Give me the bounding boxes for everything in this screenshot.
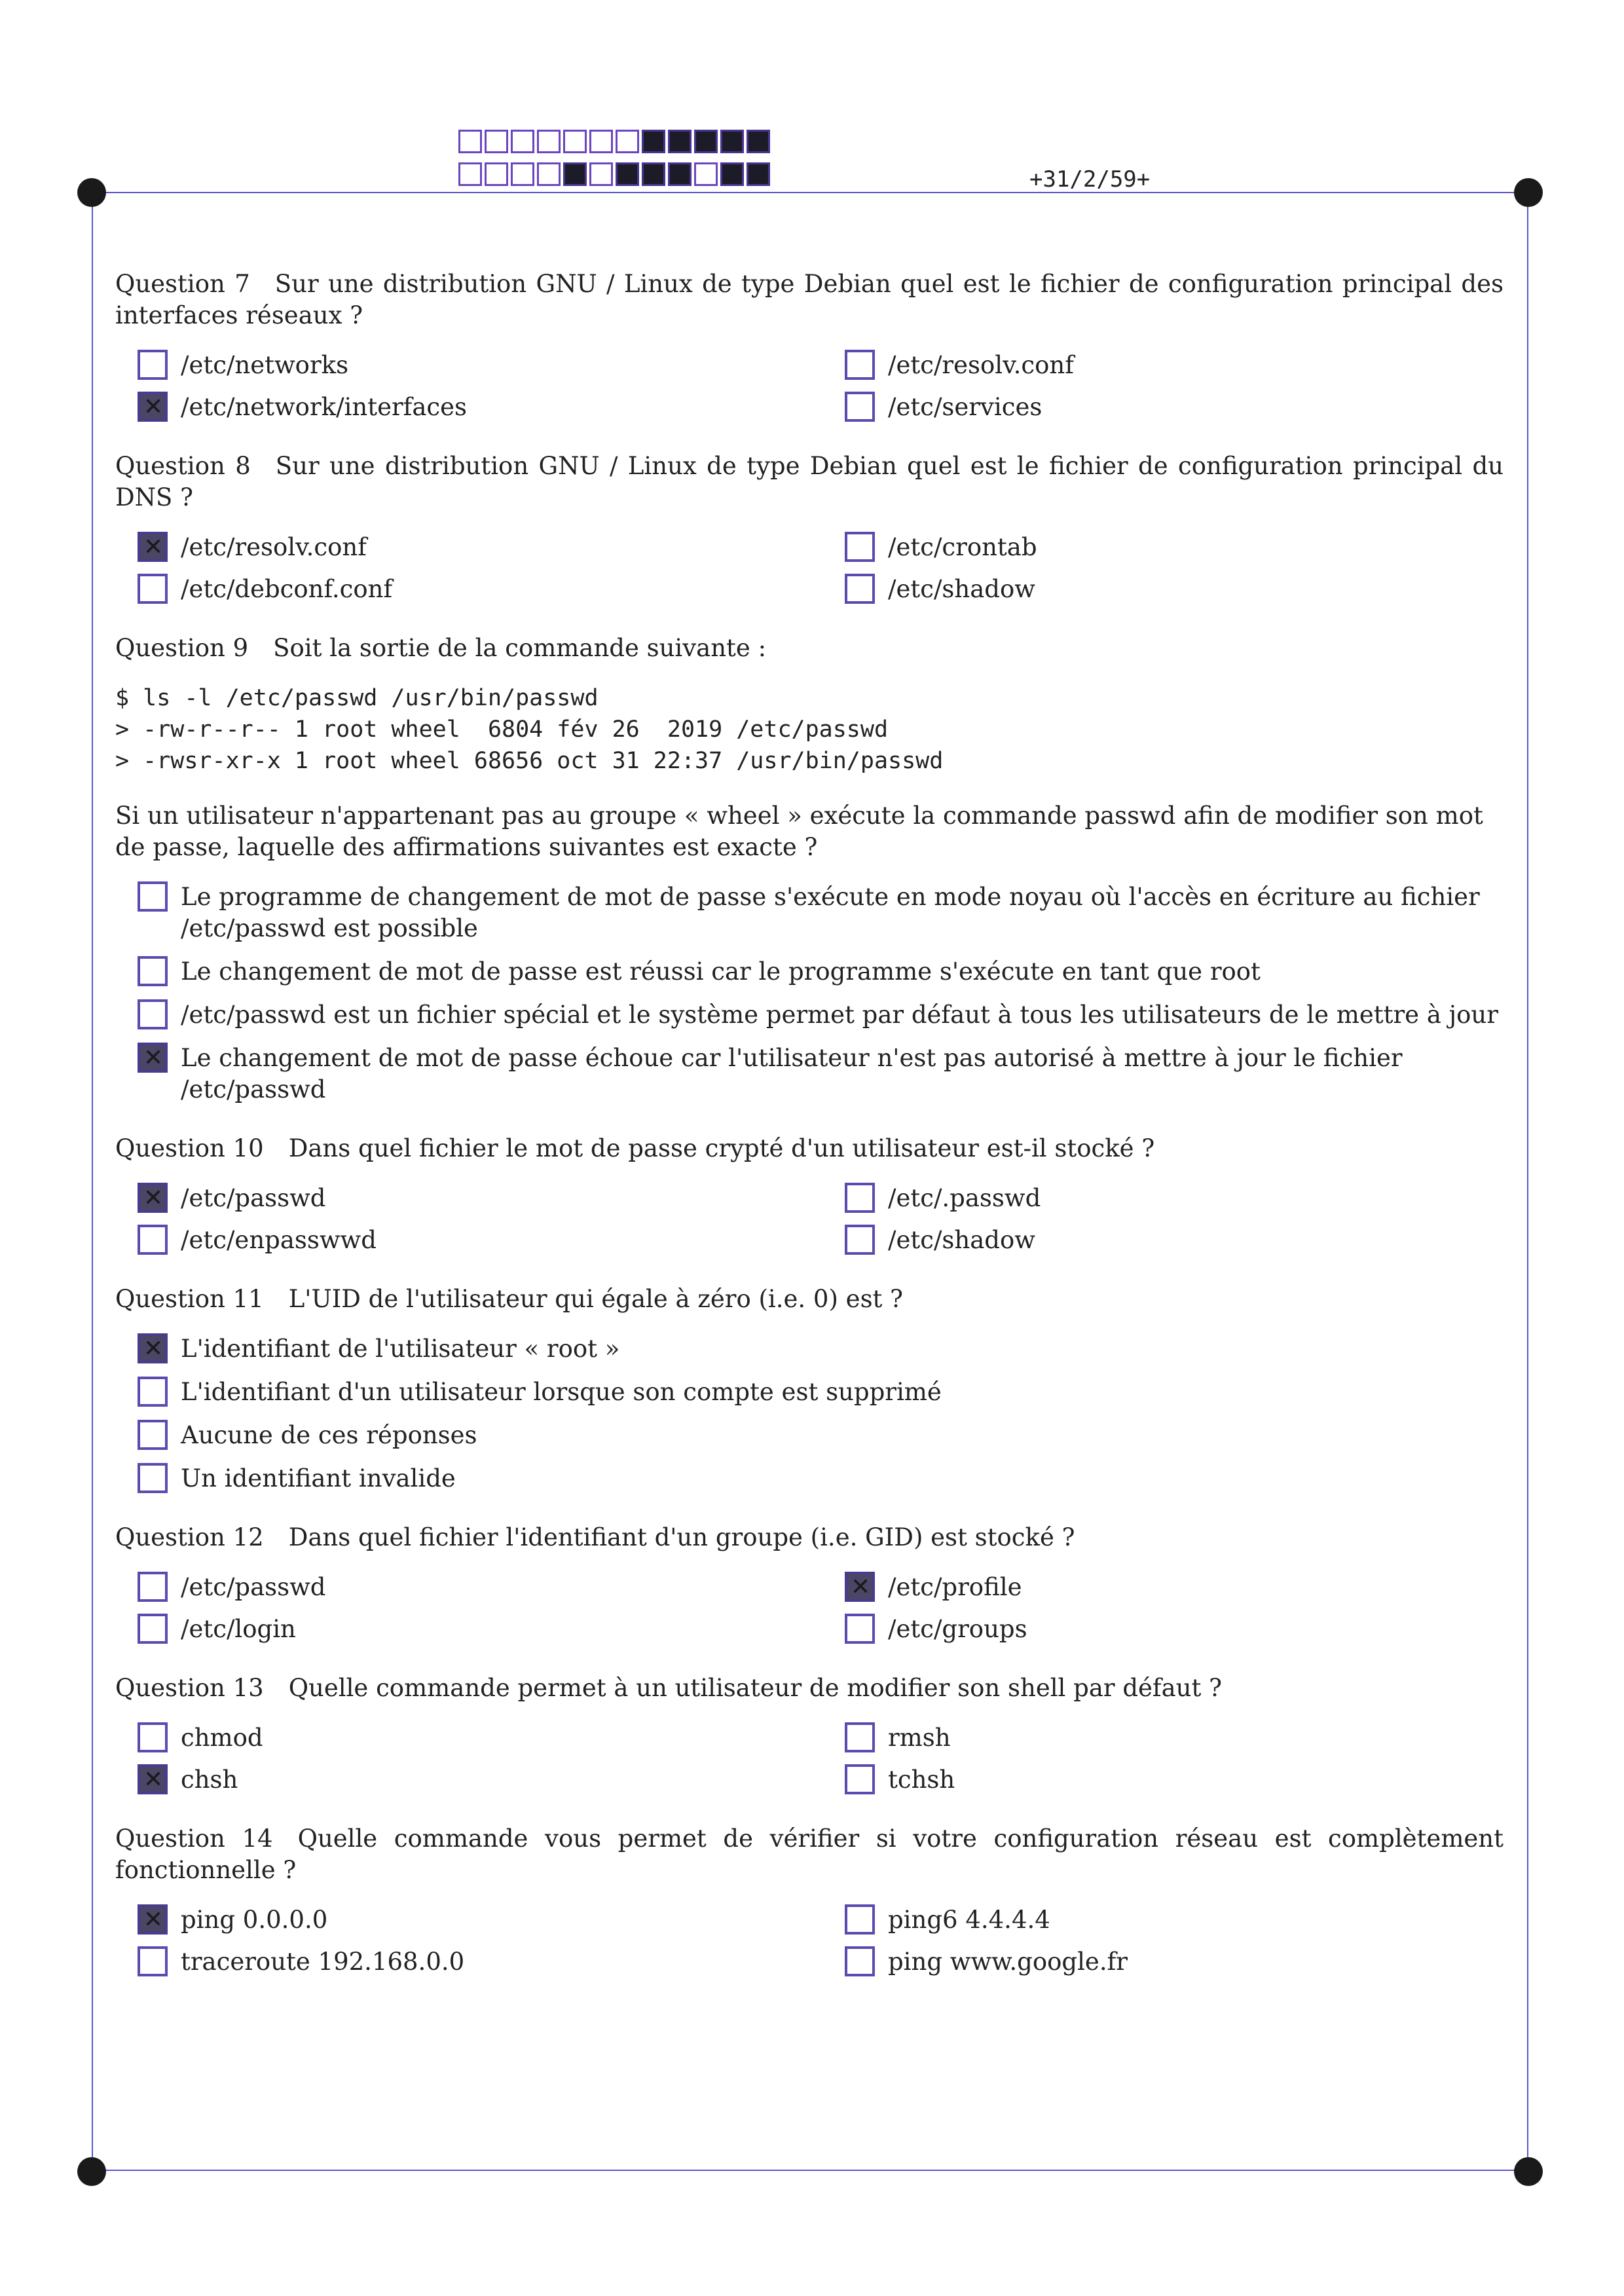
answer-text: /etc/passwd est un fichier spécial et le système permet par défaut à tous les utilisateurs de le mettre à jour <box>181 1001 1498 1029</box>
checkbox-empty[interactable] <box>845 1946 875 1976</box>
question-text: Quelle commande permet à un utilisateur de modifier son shell par défaut ? <box>288 1674 1222 1702</box>
checkbox-checked[interactable] <box>138 1043 168 1073</box>
question-text: Dans quel fichier le mot de passe crypté d'un utilisateur est-il stocké ? <box>288 1134 1155 1162</box>
answer-option[interactable] <box>845 1572 1500 1603</box>
checkbox-empty[interactable] <box>845 1183 875 1213</box>
answer-text: ping 0.0.0.0 <box>181 1906 328 1934</box>
question <box>115 1673 1504 1796</box>
answer-text: ping www.google.fr <box>888 1948 1128 1976</box>
barcode-cell <box>589 162 613 186</box>
question-header <box>115 1133 1504 1164</box>
barcode-cell <box>616 130 639 153</box>
answer-option[interactable] <box>138 1946 845 1978</box>
checkbox-empty[interactable] <box>845 1722 875 1752</box>
checkbox-checked[interactable] <box>138 532 168 562</box>
code-line: $ ls -l /etc/passwd /usr/bin/passwd <box>115 685 599 711</box>
copy-id: +31/2/59+ <box>1029 166 1151 193</box>
barcode-cell <box>537 162 561 186</box>
question-label: Question 7 <box>115 270 250 298</box>
question-label: Question 8 <box>115 452 251 480</box>
barcode-cell <box>563 162 587 186</box>
answer-option[interactable] <box>845 1722 1500 1754</box>
question-label: Question 11 <box>115 1285 264 1313</box>
question <box>115 1284 1504 1494</box>
corner-marker-top-left <box>77 178 106 207</box>
answer-text: /etc/crontab <box>888 533 1037 561</box>
barcode-cell <box>485 162 508 186</box>
answer-text: /etc/profile <box>888 1573 1022 1601</box>
answer-list <box>115 1183 1504 1256</box>
checkbox-empty[interactable] <box>845 1614 875 1644</box>
question-text: Dans quel fichier l'identifiant d'un groupe (i.e. GID) est stocké ? <box>288 1523 1075 1551</box>
checkbox-empty[interactable] <box>845 532 875 562</box>
answer-option[interactable] <box>138 532 845 563</box>
answer-option[interactable] <box>138 1183 845 1214</box>
question-header <box>115 1284 1504 1315</box>
question-text: Sur une distribution GNU / Linux de type Debian quel est le fichier de configuration principal du DNS ? <box>115 452 1504 511</box>
answer-list <box>115 1722 1504 1796</box>
checkbox-empty[interactable] <box>138 574 168 604</box>
answer-list <box>115 1904 1504 1978</box>
checkbox-checked[interactable] <box>138 392 168 422</box>
question-header <box>115 1522 1504 1553</box>
checkbox-checked[interactable] <box>138 1904 168 1935</box>
answer-option[interactable] <box>138 999 1504 1031</box>
barcode-cell <box>720 130 744 153</box>
answer-text: /etc/passwd <box>181 1184 326 1212</box>
answer-text: Aucune de ces réponses <box>181 1421 477 1449</box>
answer-text: Le changement de mot de passe est réussi car le programme s'exécute en tant que root <box>181 957 1261 986</box>
barcode-cell <box>589 130 613 153</box>
question-paragraph: Si un utilisateur n'appartenant pas au groupe « wheel » exécute la commande passwd afin de modifier son mot de passe, laquelle des affirmations suivantes est exacte ? <box>115 802 1483 861</box>
checkbox-empty[interactable] <box>138 1225 168 1255</box>
barcode-cell <box>485 130 508 153</box>
barcode-cell <box>616 162 639 186</box>
question-text: L'UID de l'utilisateur qui égale à zéro (i.e. 0) est ? <box>288 1285 904 1313</box>
answer-text: /etc/.passwd <box>888 1184 1041 1212</box>
answer-list <box>115 350 1504 423</box>
question <box>115 268 1504 423</box>
checkbox-empty[interactable] <box>138 1572 168 1602</box>
question-label: Question 12 <box>115 1523 264 1551</box>
barcode-cell <box>563 130 587 153</box>
checkbox-empty[interactable] <box>845 1764 875 1794</box>
answer-text: /etc/network/interfaces <box>181 393 468 421</box>
checkbox-empty[interactable] <box>845 574 875 604</box>
question-header <box>115 268 1504 331</box>
checkbox-empty[interactable] <box>138 1614 168 1644</box>
checkbox-empty[interactable] <box>845 1904 875 1935</box>
answer-text: /etc/login <box>181 1615 296 1643</box>
answer-text: Le changement de mot de passe échoue car l'utilisateur n'est pas autorisé à mettre à jour le fichier /etc/passwd <box>181 1044 1403 1103</box>
answer-option[interactable] <box>138 392 845 423</box>
answer-text: /etc/resolv.conf <box>181 533 367 561</box>
question-text: Quelle commande vous permet de vérifier si votre configuration réseau est complètement fonctionnelle ? <box>115 1824 1504 1884</box>
answer-option[interactable] <box>845 574 1500 605</box>
answer-text: /etc/debconf.conf <box>181 575 393 603</box>
answer-option[interactable] <box>138 1614 845 1645</box>
answer-option[interactable] <box>138 1722 845 1754</box>
barcode-cell <box>668 162 692 186</box>
question-text: Sur une distribution GNU / Linux de type Debian quel est le fichier de configuration principal des interfaces réseaux ? <box>115 270 1504 329</box>
checkbox-empty[interactable] <box>138 1463 168 1493</box>
barcode-bottom <box>458 162 773 186</box>
barcode-cell <box>720 162 744 186</box>
checkbox-empty[interactable] <box>138 1946 168 1976</box>
corner-marker-bottom-left <box>77 2157 106 2186</box>
answer-option[interactable] <box>138 1572 845 1603</box>
answer-text: ping6 4.4.4.4 <box>888 1906 1050 1934</box>
answer-text: traceroute 192.168.0.0 <box>181 1948 465 1976</box>
question-header <box>115 451 1504 513</box>
barcode-cell <box>694 130 718 153</box>
answer-text: L'identifiant d'un utilisateur lorsque son compte est supprimé <box>181 1378 942 1406</box>
checkbox-empty[interactable] <box>138 1377 168 1407</box>
answer-list <box>115 1572 1504 1645</box>
barcode-top <box>458 130 773 153</box>
answer-option[interactable] <box>138 574 845 605</box>
barcode-cell <box>747 130 770 153</box>
checkbox-empty[interactable] <box>138 1722 168 1752</box>
checkbox-empty[interactable] <box>138 881 168 912</box>
answer-option[interactable] <box>845 1946 1500 1978</box>
checkbox-checked[interactable] <box>138 1183 168 1213</box>
question-text: Soit la sortie de la commande suivante : <box>273 634 767 662</box>
answer-text: L'identifiant de l'utilisateur « root » <box>181 1335 620 1363</box>
answer-text: Le programme de changement de mot de passe s'exécute en mode noyau où l'accès en écriture au fichier /etc/passwd est possible <box>181 883 1480 942</box>
question-header <box>115 1823 1504 1886</box>
checkbox-checked[interactable] <box>138 1333 168 1363</box>
answer-option[interactable] <box>138 1764 845 1796</box>
answer-text: /etc/shadow <box>888 1226 1035 1254</box>
answer-option[interactable] <box>138 350 845 381</box>
barcode-cell <box>694 162 718 186</box>
checkbox-checked[interactable] <box>138 1764 168 1794</box>
code-line: > -rwsr-xr-x 1 root wheel 68656 oct 31 22:37 /usr/bin/passwd <box>115 748 944 774</box>
answer-list <box>115 532 1504 605</box>
answer-text: tchsh <box>888 1766 955 1794</box>
barcode-cell <box>642 130 665 153</box>
barcode-cell <box>537 130 561 153</box>
barcode-cell <box>511 162 534 186</box>
answer-text: /etc/services <box>888 393 1043 421</box>
checkbox-checked[interactable] <box>845 1572 875 1602</box>
question <box>115 1823 1504 1978</box>
barcode-cell <box>668 130 692 153</box>
question-header <box>115 1673 1504 1704</box>
question <box>115 1522 1504 1645</box>
questions-container <box>115 268 1504 2005</box>
checkbox-empty[interactable] <box>138 350 168 380</box>
answer-option[interactable] <box>138 1377 1504 1408</box>
answer-text: /etc/enpasswwd <box>181 1226 377 1254</box>
question-label: Question 9 <box>115 634 249 662</box>
answer-text: /etc/shadow <box>888 575 1035 603</box>
question-label: Question 10 <box>115 1134 264 1162</box>
corner-marker-bottom-right <box>1514 2157 1543 2186</box>
answer-list <box>115 881 1504 1105</box>
checkbox-empty[interactable] <box>845 392 875 422</box>
checkbox-empty[interactable] <box>845 1225 875 1255</box>
code-line: > -rw-r--r-- 1 root wheel 6804 fév 26 2019 /etc/passwd <box>115 716 889 743</box>
checkbox-empty[interactable] <box>138 956 168 986</box>
answer-option[interactable] <box>138 1904 845 1936</box>
answer-option[interactable] <box>138 1420 1504 1451</box>
barcode-cell <box>642 162 665 186</box>
answer-option[interactable] <box>845 1225 1500 1256</box>
barcode-cell <box>458 130 482 153</box>
answer-list <box>115 1333 1504 1494</box>
barcode-cell <box>747 162 770 186</box>
question <box>115 451 1504 605</box>
question <box>115 633 1504 1105</box>
answer-text: /etc/passwd <box>181 1573 326 1601</box>
checkbox-empty[interactable] <box>138 1420 168 1450</box>
question-header <box>115 633 1504 664</box>
barcode-cell <box>511 130 534 153</box>
answer-option[interactable] <box>845 392 1500 423</box>
barcode-cell <box>458 162 482 186</box>
question-label: Question 13 <box>115 1674 264 1702</box>
answer-option[interactable] <box>845 1904 1500 1936</box>
answer-text: /etc/resolv.conf <box>888 351 1074 379</box>
answer-option[interactable] <box>845 1614 1500 1645</box>
answer-option[interactable] <box>845 1764 1500 1796</box>
answer-text: Un identifiant invalide <box>181 1464 456 1492</box>
answer-option[interactable] <box>845 1183 1500 1214</box>
corner-marker-top-right <box>1514 178 1543 207</box>
answer-text: chmod <box>181 1724 263 1752</box>
answer-option[interactable] <box>845 532 1500 563</box>
checkbox-empty[interactable] <box>138 999 168 1029</box>
answer-option[interactable] <box>845 350 1500 381</box>
answer-option[interactable] <box>138 1463 1504 1494</box>
answer-option[interactable] <box>138 1225 845 1256</box>
answer-text: rmsh <box>888 1724 951 1752</box>
command-output <box>115 682 1504 777</box>
question-label: Question 14 <box>115 1824 273 1853</box>
checkbox-empty[interactable] <box>845 350 875 380</box>
answer-text: /etc/groups <box>888 1615 1027 1643</box>
answer-option[interactable] <box>138 1043 1504 1105</box>
question <box>115 1133 1504 1256</box>
answer-option[interactable] <box>138 956 1504 988</box>
answer-option[interactable] <box>138 881 1504 944</box>
answer-text: /etc/networks <box>181 351 349 379</box>
answer-option[interactable] <box>138 1333 1504 1365</box>
answer-text: chsh <box>181 1766 238 1794</box>
